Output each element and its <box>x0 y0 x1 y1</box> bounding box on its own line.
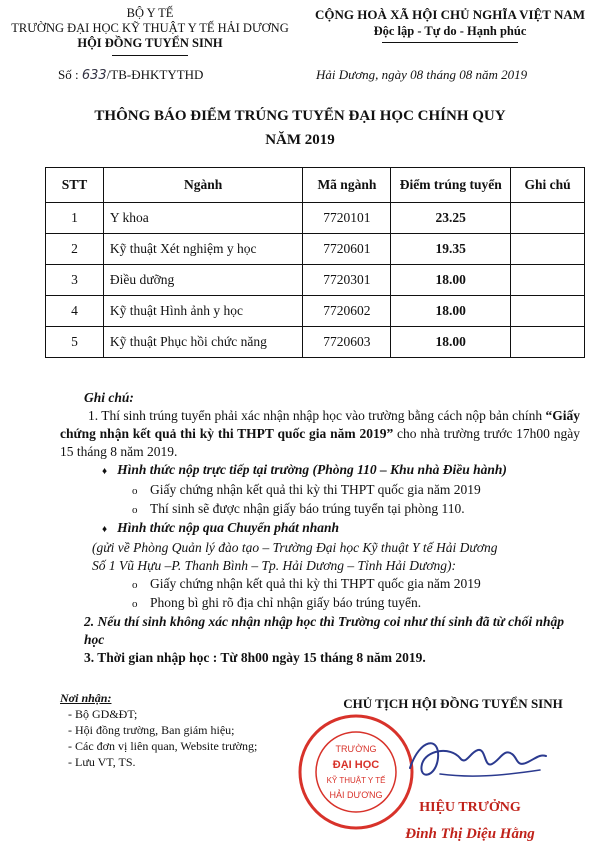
ministry-name: BỘ Y TẾ <box>126 6 174 20</box>
document-number: Số : 633/TB-ĐHKTYTHD <box>58 67 204 83</box>
handwritten-signature <box>400 728 550 788</box>
recipients-block <box>60 690 257 770</box>
table-header-row <box>46 168 585 203</box>
handwritten-number: 633 <box>81 68 107 83</box>
issuer-underline <box>112 55 188 56</box>
signer-title: CHỦ TỊCH HỘI ĐỒNG TUYỂN SINH <box>343 696 563 711</box>
stamp-line: TRƯỜNG <box>335 744 377 754</box>
recipient-item: - Bộ GD&ĐT; <box>68 707 138 721</box>
stamp-line: KỸ THUẬT Y TẾ <box>326 776 386 785</box>
method-1-item: o Giấy chứng nhận kết quả thi kỳ thi THPT quốc gia năm 2019 <box>132 481 580 500</box>
signer-position: HIỆU TRƯỞNG <box>419 800 521 815</box>
method-2-address: (gửi về Phòng Quản lý đào tạo – Trường Đại học Kỹ thuật Y tế Hải Dương <box>92 540 498 555</box>
recipient-item: - Hội đồng trường, Ban giám hiệu; <box>68 723 235 737</box>
table-row: 2 Kỹ thuật Xét nghiệm y học 7720601 19.35 <box>46 234 585 265</box>
method-2-item: o Giấy chứng nhận kết quả thi kỳ thi THPT quốc gia năm 2019 <box>132 575 580 594</box>
notes-label: Ghi chú: <box>84 390 134 405</box>
method-1-title: ♦ Hình thức nộp trực tiếp tại trường (Phòng 110 – Khu nhà Điều hành) <box>116 461 580 481</box>
method-2-address: Số 1 Vũ Hựu –P. Thanh Bình – Tp. Hải Dương – Tỉnh Hải Dương): <box>92 558 457 573</box>
country-name: CỘNG HOÀ XÃ HỘI CHỦ NGHĨA VIỆT NAM <box>314 7 586 22</box>
document-title: THÔNG BÁO ĐIỂM TRÚNG TUYỂN ĐẠI HỌC CHÍNH QUY NĂM 2019 <box>94 108 506 148</box>
col-header-major: Ngành <box>103 168 303 203</box>
method-2-item: o Phong bì ghi rõ địa chỉ nhận giấy báo trúng tuyển. <box>132 594 580 613</box>
stamp-line: HẢI DƯƠNG <box>329 790 383 800</box>
university-name: TRƯỜNG ĐẠI HỌC KỸ THUẬT Y TẾ HẢI DƯƠNG <box>11 21 289 35</box>
method-1-item: o Thí sinh sẽ được nhận giấy báo trúng tuyển tại phòng 110. <box>132 500 580 519</box>
notes-section <box>60 389 580 667</box>
signer-name: Đinh Thị Diệu Hằng <box>405 826 535 842</box>
board-name: HỘI ĐỒNG TUYỂN SINH <box>77 36 223 50</box>
note-2: 2. Nếu thí sinh không xác nhận nhập học thì Trường coi như thí sinh đã từ chối nhập học <box>84 614 565 647</box>
method-2-title: ♦ Hình thức nộp qua Chuyển phát nhanh <box>116 519 580 539</box>
col-header-score: Điểm trúng tuyển <box>391 168 511 203</box>
col-header-code: Mã ngành <box>303 168 391 203</box>
issue-date: Hải Dương, ngày 08 tháng 08 năm 2019 <box>316 67 528 82</box>
note-1: 1. Thí sinh trúng tuyển phải xác nhận nhập học vào trường bằng cách nộp bản chính “Giấy chứng nhận kết quả thi kỳ thi THPT quốc gia năm 2019” cho nhà trường trước 17h00 ngày 15 tháng 8 năm 2019. <box>60 408 580 459</box>
recipient-item: - Lưu VT, TS. <box>68 755 136 769</box>
issuer-block <box>0 6 300 51</box>
stamp-line: ĐẠI HỌC <box>332 759 380 771</box>
table-row: 5 Kỹ thuật Phục hồi chức năng 7720603 18.00 <box>46 327 585 358</box>
national-header <box>300 6 600 40</box>
table-row: 1 Y khoa 7720101 23.25 <box>46 203 585 234</box>
table-row: 3 Điều dưỡng 7720301 18.00 <box>46 265 585 296</box>
admission-scores-table <box>45 167 585 358</box>
recipient-item: - Các đơn vị liên quan, Website trường; <box>68 739 258 753</box>
note-3: 3. Thời gian nhập học : Từ 8h00 ngày 15 tháng 8 năm 2019. <box>84 650 426 665</box>
national-motto: Độc lập - Tự do - Hạnh phúc <box>373 24 527 38</box>
col-header-stt: STT <box>46 168 104 203</box>
motto-underline <box>382 42 518 43</box>
table-row: 4 Kỹ thuật Hình ảnh y học 7720602 18.00 <box>46 296 585 327</box>
col-header-note: Ghi chú <box>511 168 585 203</box>
recipients-label: Nơi nhận: <box>60 691 112 705</box>
